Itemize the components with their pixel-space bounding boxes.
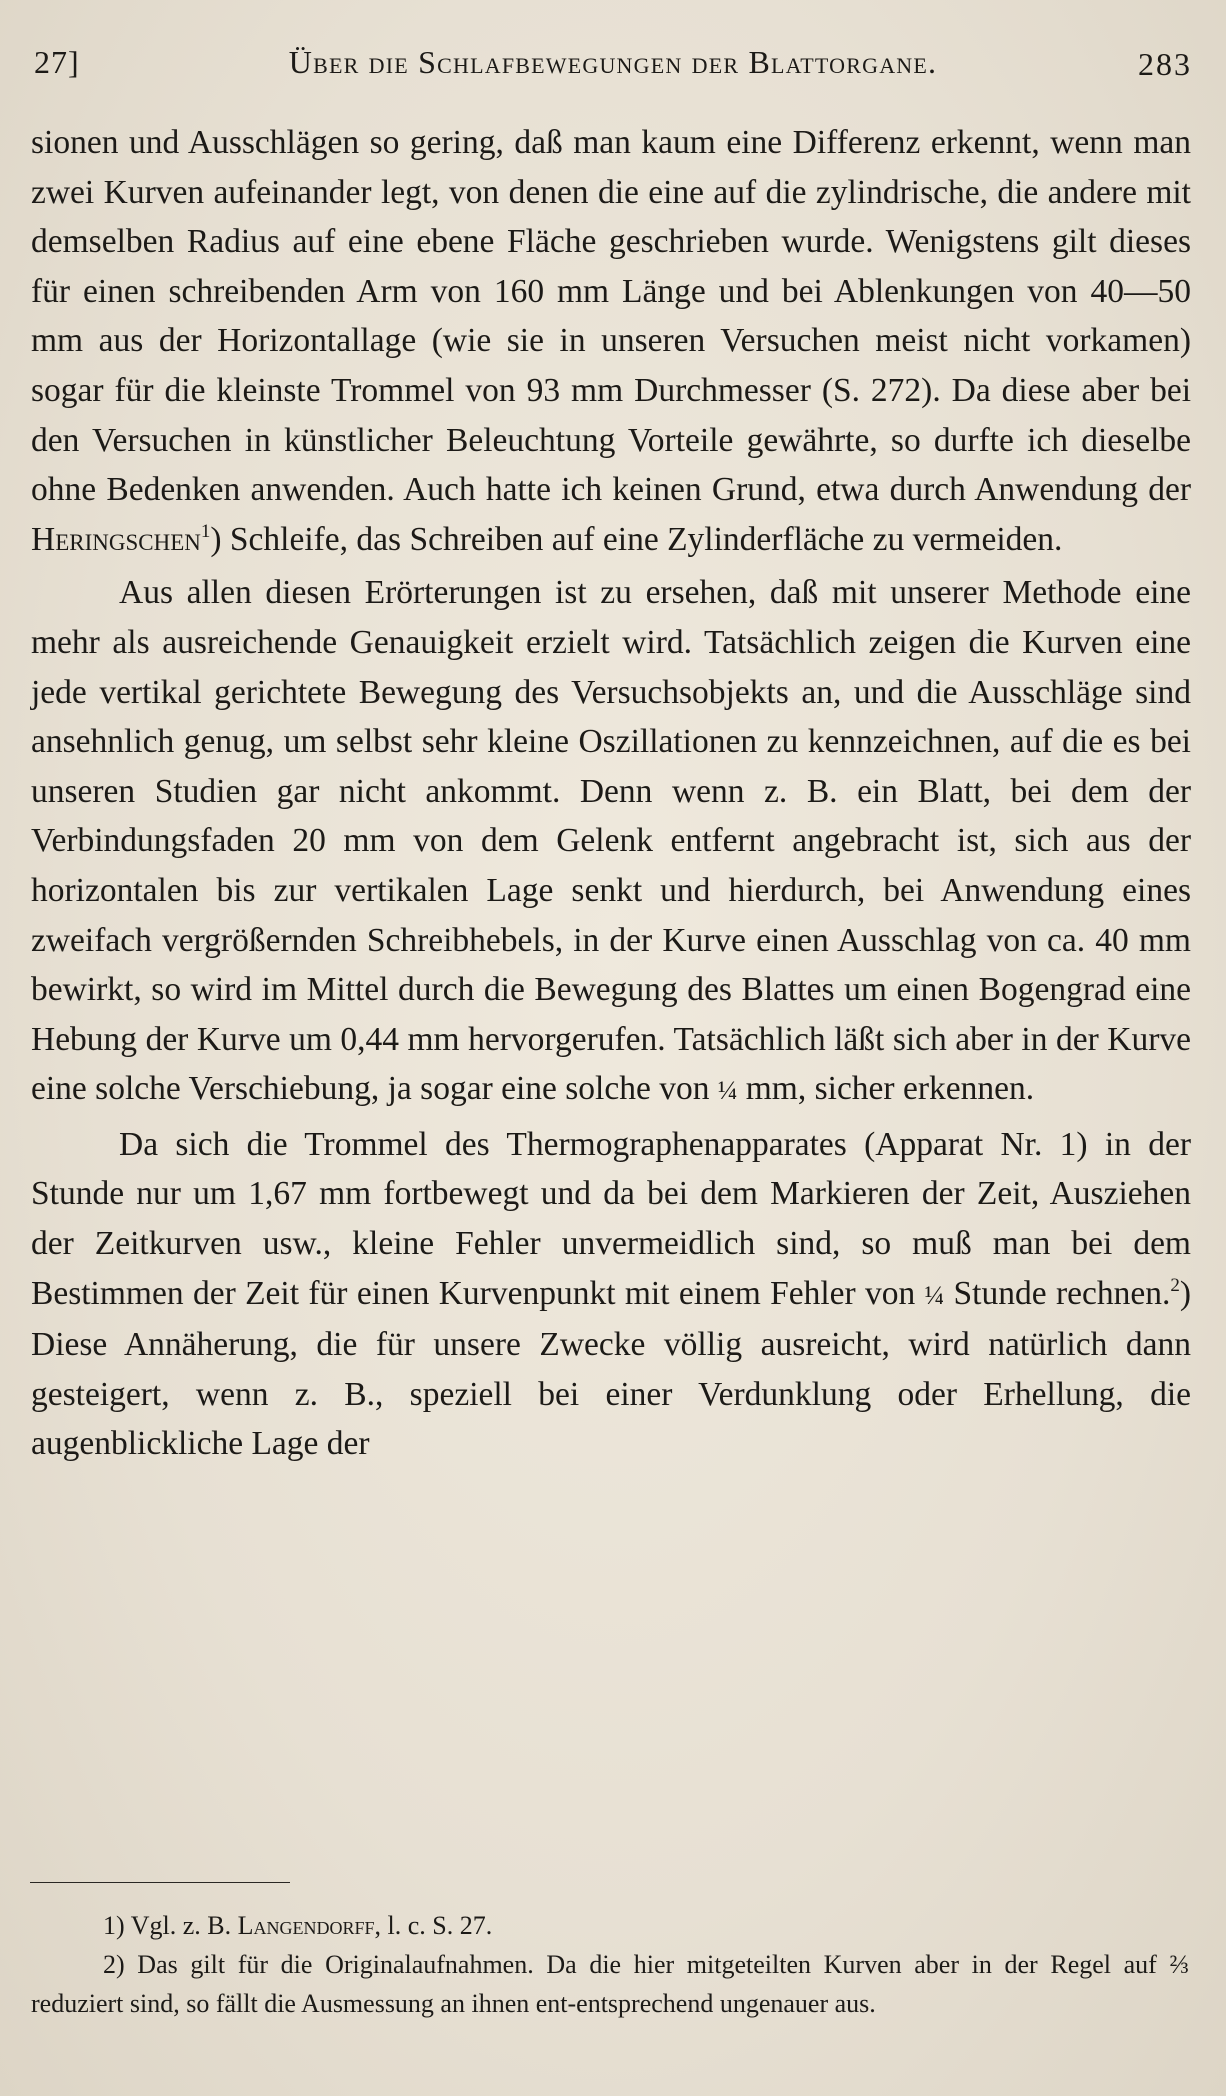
paragraph-1: sionen und Ausschlägen so gering, daß man kaum eine Differenz erkennt, wenn man zwei Kurven aufeinander legt, von denen die eine auf die zylindrische, die andere mit demselben Radius auf eine ebene Fläche geschrieben wurde. Wenigstens gilt dieses für einen schreibenden Arm von 160 mm Länge und bei Ablenkungen von 40—50 mm aus der Horizontallage (wie sie in unseren Versuchen meist nicht vorkamen) sogar für die kleinste Trommel von 93 mm Durchmesser (S. 272). Da diese aber bei den Versuchen in künstlicher Beleuchtung Vorteile gewährte, so durfte ich dieselbe ohne Bedenken anwenden. Auch hatte ich keinen Grund, etwa durch Anwendung der Heringschen$^1$) Schleife, das Schreiben auf eine Zylinderfläche zu vermeiden.	[31, 124, 1191, 558]
body-text	[31, 118, 1191, 1469]
section-number: 27]	[34, 44, 80, 80]
author-name-hering: Heringschen	[31, 520, 201, 558]
page-number: 283	[1138, 46, 1192, 82]
running-header	[34, 38, 1192, 90]
footnotes	[31, 1906, 1189, 2023]
footnote-divider	[30, 1882, 290, 1883]
fraction-two-thirds: ⅔	[1169, 1950, 1189, 1979]
author-name-langendorff: Langendorff	[237, 1911, 375, 1940]
footnote-ref-2: 2	[1170, 1274, 1180, 1296]
footnote-ref-1: 1	[200, 520, 211, 542]
running-title: Über die Schlafbewegungen der Blattorgane.	[288, 44, 938, 80]
paragraph-2: Aus allen diesen Erörterungen ist zu ersehen, daß mit unserer Methode eine mehr als ausreichende Genauigkeit erzielt wird. Tatsächlich zeigen die Kurven eine jede vertikal gerichtete Bewegung des Versuchsobjekts an, und die Ausschläge sind ansehnlich genug, um selbst sehr kleine Oszillationen zu kennzeichnen, auf die es bei unseren Studien gar nicht ankommt. Denn wenn z. B. ein Blatt, bei dem der Verbindungsfaden 20 mm von dem Gelenk entfernt angebracht ist, sich aus der horizontalen bis zur vertikalen Lage senkt und hierdurch, bei Anwendung eines zweifach vergrößernden Schreibhebels, in der Kurve einen Ausschlag von ca. 40 mm bewirkt, so wird im Mittel durch die Bewegung des Blattes um einen Bogengrad eine Hebung der Kurve um 0,44 mm hervorgerufen. Tatsächlich läßt sich aber in der Kurve eine solche Verschiebung, ja sogar eine solche von ¼ mm, sicher erkennen.	[31, 574, 1191, 1108]
fraction-quarter: ¼	[924, 1280, 945, 1310]
footnote-2: 2) Das gilt für die Originalaufnahmen. Da die hier mitgeteilten Kurven aber in der Regel auf ⅔ reduziert sind, so fällt die Ausmessung an ihnen ent-entsprechend ungenauer aus.	[31, 1950, 1189, 2018]
fraction-quarter: ¼	[717, 1076, 738, 1106]
paragraph-3: Da sich die Trommel des Thermographenapparates (Apparat Nr. 1) in der Stunde nur um 1,67 mm fortbewegt und da bei dem Markieren der Zeit, Ausziehen der Zeitkurven usw., kleine Fehler unvermeidlich sind, so muß man bei dem Bestimmen der Zeit für einen Kurvenpunkt mit einem Fehler von ¼ Stunde rechnen.$^2$) Diese Annäherung, die für unsere Zwecke völlig ausreicht, wird natürlich dann gesteigert, wenn z. B., speziell bei einer Verdunklung oder Erhellung, die augenblickliche Lage der	[31, 1125, 1191, 1463]
footnote-1: 1) Vgl. z. B. Langendorff, l. c. S. 27.	[103, 1911, 493, 1940]
